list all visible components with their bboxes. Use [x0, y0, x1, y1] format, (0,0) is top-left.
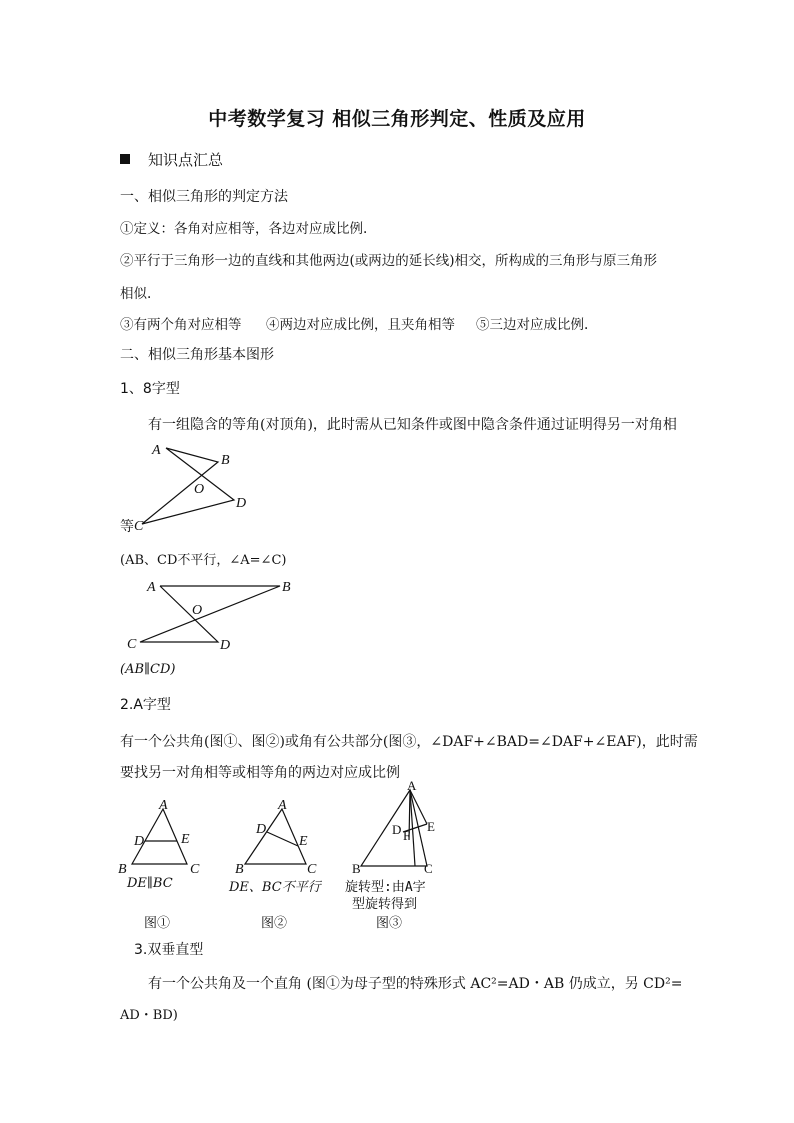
point-A: A [152, 443, 161, 458]
figure-8-parallel-lines [140, 586, 280, 642]
figure-3-label: 图③ [376, 916, 403, 931]
point-C: C [127, 637, 137, 652]
criterion-definition: ①定义：各角对应相等，各边对应成比例. [120, 221, 368, 237]
desc-8-shape: 有一组隐含的等角(对顶角)，此时需从已知条件或图中隐含条件通过证明得另一对角相 [148, 417, 677, 433]
figure-a-shape-2 [230, 797, 330, 879]
point-A: A [147, 580, 156, 595]
figure-8-shape-parallel [120, 572, 305, 654]
figure-a-shape-1 [115, 797, 215, 879]
subsection-double-perpendicular: 3.双垂直型 [134, 942, 204, 958]
criterion-sas: ④两边对应成比例，且夹角相等 [266, 317, 455, 333]
point-B: B [118, 862, 127, 877]
figure-2-note: DE、BC不平行 [229, 880, 321, 895]
point-B: B [352, 861, 361, 876]
figure-3-note-1: 旋转型:由A字 [345, 880, 426, 895]
segment-ae [410, 790, 427, 824]
section-2-heading: 二、相似三角形基本图形 [120, 347, 274, 363]
figure-2-label: 图② [261, 916, 288, 931]
point-E: E [181, 832, 190, 847]
criterion-sss: ⑤三边对应成比例. [476, 317, 589, 333]
point-F: F [403, 828, 411, 843]
point-A: A [407, 780, 417, 793]
subsection-8-shape: 1、8字型 [120, 381, 180, 397]
desc-a-shape-line2: 要找另一对角相等或相等角的两边对应成比例 [120, 765, 400, 781]
point-O: O [192, 603, 203, 618]
page-title: 中考数学复习 相似三角形判定、性质及应用 [208, 108, 586, 130]
desc-a-shape-line1: 有一个公共角(图①、图②)或角有公共部分(图③，∠DAF+∠BAD=∠DAF+∠EAF)，此时需 [120, 734, 698, 750]
square-bullet-icon [120, 154, 130, 164]
point-B: B [221, 453, 230, 468]
figure-3-note-2: 型旋转得到 [352, 897, 418, 912]
point-B: B [235, 862, 244, 877]
point-B: B [282, 580, 291, 595]
desc-8-shape-cont: 等 [120, 519, 134, 535]
point-D: D [134, 834, 145, 849]
point-C: C [424, 861, 433, 876]
point-C: C [190, 862, 200, 877]
section-1-heading: 一、相似三角形的判定方法 [120, 189, 288, 205]
criterion-parallel-line-cont: 相似. [120, 286, 152, 302]
point-A: A [159, 798, 168, 813]
figure-1-label: 图① [144, 916, 171, 931]
point-C: C [307, 862, 317, 877]
figure-a-shape-3 [345, 780, 455, 880]
point-D: D [392, 822, 402, 837]
desc-double-perpendicular-1: 有一个公共角及一个直角 (图①为母子型的特殊形式 AC²=AD・AB 仍成立，另 CD²= [148, 976, 683, 992]
summary-heading-text: 知识点汇总 [148, 151, 224, 169]
criterion-parallel-line: ②平行于三角形一边的直线和其他两边(或两边的延长线)相交，所构成的三角形与原三角形 [120, 253, 658, 269]
figure-1-note: DE∥BC [127, 876, 173, 891]
criterion-two-angles: ③有两个角对应相等 [120, 317, 242, 333]
point-O: O [194, 482, 205, 497]
triangle-abc [245, 809, 306, 864]
point-C: C [134, 519, 144, 534]
caption-8-nonparallel: (AB、CD不平行，∠A=∠C) [120, 553, 287, 568]
point-A: A [278, 798, 287, 813]
desc-double-perpendicular-2: AD・BD) [120, 1008, 178, 1023]
point-D: D [236, 496, 247, 511]
point-E: E [299, 834, 308, 849]
point-E: E [427, 819, 435, 834]
subsection-a-shape: 2.A字型 [120, 697, 171, 713]
caption-8-parallel: (AB∥CD) [120, 662, 176, 677]
point-D: D [220, 638, 231, 653]
summary-heading [120, 149, 223, 170]
figure-8-shape-nonparallel [110, 436, 270, 536]
point-D: D [256, 822, 267, 837]
